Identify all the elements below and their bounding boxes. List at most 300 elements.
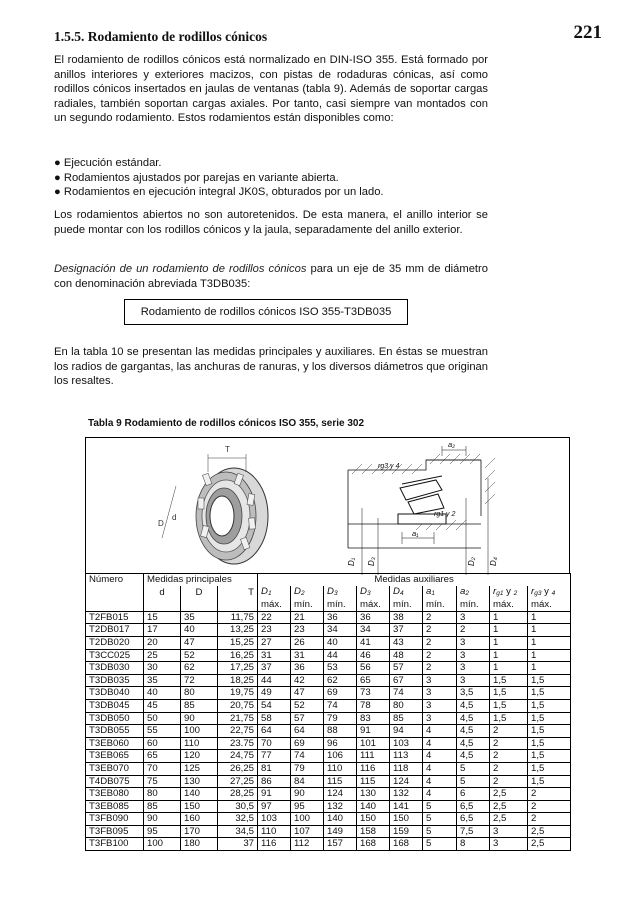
table-cell: 34 — [324, 624, 357, 637]
table-cell: 1 — [490, 624, 528, 637]
list-item: ● Ejecución estándar. — [54, 157, 162, 169]
table-cell: 74 — [390, 687, 423, 700]
table-cell: 1 — [490, 649, 528, 662]
table-cell: 1,5 — [528, 737, 571, 750]
table-cell: 4,5 — [457, 737, 490, 750]
table-cell: 90 — [181, 712, 218, 725]
table-cell: 4,5 — [457, 725, 490, 738]
table-cell: 56 — [357, 662, 390, 675]
column-qualifier — [218, 599, 258, 611]
table-cell: 64 — [291, 725, 324, 738]
table-cell: 36 — [324, 611, 357, 624]
table-cell: 72 — [181, 674, 218, 687]
table-cell: 21,75 — [218, 712, 258, 725]
table-cell: 3 — [457, 611, 490, 624]
table-cell: 157 — [324, 838, 357, 851]
table-cell: 60 — [144, 737, 181, 750]
column-qualifier — [144, 599, 181, 611]
header-row-groups — [86, 574, 571, 586]
table-cell: 11,75 — [218, 611, 258, 624]
table-cell: 80 — [144, 788, 181, 801]
table-row — [86, 636, 571, 649]
table-cell: 3 — [490, 825, 528, 838]
table-cell: 22 — [258, 611, 291, 624]
table-cell: 13,25 — [218, 624, 258, 637]
table-cell: 125 — [181, 762, 218, 775]
table-row — [86, 699, 571, 712]
table-cell: 180 — [181, 838, 218, 851]
table-cell: 26 — [291, 636, 324, 649]
bearing-number: T3EB060 — [86, 737, 144, 750]
table-cell: 83 — [357, 712, 390, 725]
table-cell: 3 — [457, 674, 490, 687]
table-cell: 16,25 — [218, 649, 258, 662]
table-cell: 1 — [528, 636, 571, 649]
header-cell — [86, 599, 144, 611]
column-symbol: d — [144, 586, 181, 600]
table-cell: 35 — [181, 611, 218, 624]
table-cell: 106 — [324, 750, 357, 763]
table-cell: 140 — [357, 800, 390, 813]
table-cell: 170 — [181, 825, 218, 838]
table-cell: 44 — [324, 649, 357, 662]
table-cell: 21 — [291, 611, 324, 624]
table-cell: 80 — [181, 687, 218, 700]
table-cell: 168 — [390, 838, 423, 851]
table-cell: 1 — [528, 624, 571, 637]
table-cell: 150 — [357, 813, 390, 826]
table-cell: 27 — [258, 636, 291, 649]
column-qualifier: mín. — [423, 599, 457, 611]
table-cell: 1 — [528, 611, 571, 624]
table-row — [86, 750, 571, 763]
table-cell: 69 — [291, 737, 324, 750]
table-cell: 112 — [291, 838, 324, 851]
table-cell: 27,25 — [218, 775, 258, 788]
section-title: 1.5.5. Rodamiento de rodillos cónicos — [54, 29, 268, 44]
column-symbol: $a_1$ — [423, 586, 457, 600]
table-cell: 149 — [324, 825, 357, 838]
table-cell: 2 — [457, 624, 490, 637]
table-cell: 1 — [490, 636, 528, 649]
table-cell: 120 — [181, 750, 218, 763]
table-cell: 88 — [324, 725, 357, 738]
table-cell: 37 — [218, 838, 258, 851]
table-intro-paragraph: En la tabla 10 se presentan las medidas principales y auxiliares. En éstas se muestran los radios de gargantas, las anchuras de ranuras, y los diversos diámetros que originan los resaltes. — [54, 346, 488, 388]
table-cell: 85 — [181, 699, 218, 712]
table-cell: 140 — [181, 788, 218, 801]
table-cell: 2 — [528, 800, 571, 813]
table-cell: 75 — [144, 775, 181, 788]
table-cell: 2 — [528, 788, 571, 801]
table-cell: 31 — [291, 649, 324, 662]
table-row — [86, 712, 571, 725]
bearing-number: T3DB050 — [86, 712, 144, 725]
table-cell: 20,75 — [218, 699, 258, 712]
table-cell: 4,5 — [457, 750, 490, 763]
table-cell: 43 — [390, 636, 423, 649]
table-row — [86, 611, 571, 624]
table-row — [86, 687, 571, 700]
table-cell: 80 — [390, 699, 423, 712]
table-cell: 3 — [490, 838, 528, 851]
table-cell: 81 — [258, 762, 291, 775]
bearing-number: T4DB075 — [86, 775, 144, 788]
column-qualifier: mín. — [324, 599, 357, 611]
table-cell: 1,5 — [490, 699, 528, 712]
table-cell: 140 — [324, 813, 357, 826]
table-cell: 3 — [423, 674, 457, 687]
header-numero: Número — [86, 574, 144, 586]
table-cell: 32,5 — [218, 813, 258, 826]
bearing-number: T3EB065 — [86, 750, 144, 763]
table-cell: 65 — [357, 674, 390, 687]
table-cell: 1,5 — [528, 762, 571, 775]
table-cell: 45 — [144, 699, 181, 712]
table-cell: 31 — [258, 649, 291, 662]
column-symbol: $D_3$ — [357, 586, 390, 600]
table-cell: 116 — [357, 762, 390, 775]
table-cell: 79 — [324, 712, 357, 725]
column-qualifier — [181, 599, 218, 611]
table-cell: 57 — [390, 662, 423, 675]
table-cell: 64 — [258, 725, 291, 738]
table-cell: 1,5 — [490, 674, 528, 687]
table-cell: 132 — [390, 788, 423, 801]
bearing-figure — [85, 437, 570, 574]
table-cell: 34 — [357, 624, 390, 637]
column-qualifier: mín. — [291, 599, 324, 611]
table-cell: 1,5 — [528, 775, 571, 788]
table-cell: 3 — [457, 636, 490, 649]
open-bearings-paragraph: Los rodamientos abiertos no son autoretenidos. De esta manera, el anillo interior se puede montar con los rodillos cónicos y la jaula, separadamente del anillo exterior. — [54, 209, 488, 236]
table-cell: 47 — [181, 636, 218, 649]
table-cell: 116 — [258, 838, 291, 851]
table-cell: 1 — [528, 662, 571, 675]
table-cell: 3 — [457, 662, 490, 675]
table-cell: 2 — [490, 750, 528, 763]
table-cell: 8 — [457, 838, 490, 851]
table-cell: 41 — [357, 636, 390, 649]
table-cell: 100 — [291, 813, 324, 826]
table-cell: 38 — [390, 611, 423, 624]
table-cell: 74 — [291, 750, 324, 763]
table-cell: 118 — [390, 762, 423, 775]
table-cell: 84 — [291, 775, 324, 788]
table-cell: 85 — [390, 712, 423, 725]
table-cell: 4 — [423, 775, 457, 788]
bearing-number: T3DB045 — [86, 699, 144, 712]
table-cell: 55 — [144, 725, 181, 738]
mounting-cross-section — [348, 446, 495, 575]
header-row-symbols — [86, 586, 571, 600]
label-a1: a₁ — [412, 529, 419, 538]
table-cell: 42 — [291, 674, 324, 687]
column-symbol: $D_4$ — [390, 586, 423, 600]
table-cell: 1,5 — [528, 750, 571, 763]
table-cell: 110 — [258, 825, 291, 838]
table-cell: 79 — [291, 762, 324, 775]
table-cell: 74 — [324, 699, 357, 712]
table-cell: 5 — [423, 838, 457, 851]
table-cell: 52 — [291, 699, 324, 712]
column-qualifier: mín. — [457, 599, 490, 611]
table-cell: 50 — [144, 712, 181, 725]
label-d: d — [172, 513, 177, 522]
table-cell: 103 — [390, 737, 423, 750]
table-cell: 3 — [423, 687, 457, 700]
table-cell: 130 — [357, 788, 390, 801]
bearing-number: T2FB015 — [86, 611, 144, 624]
table-cell: 48 — [390, 649, 423, 662]
intro-paragraph: El rodamiento de rodillos cónicos está normalizado en DIN-ISO 355. Está formado por anillos interiores y exteriores macizos, con pistas de rodaduras cónicas, así como rodillos cónicos insertados en jaulas de ventanas (tabla 9). Además de soportar cargas radiales, también soportan cargas axiales. Por tanto, casi siempre van montados con un segundo rodamiento. Estos rodamientos están disponibles como: — [54, 54, 488, 125]
bearing-number: T3EB070 — [86, 762, 144, 775]
table-cell: 6,5 — [457, 800, 490, 813]
table-cell: 115 — [357, 775, 390, 788]
label-D: D — [158, 519, 164, 528]
table-cell: 58 — [258, 712, 291, 725]
column-qualifier: máx. — [490, 599, 528, 611]
table-cell: 111 — [357, 750, 390, 763]
table-cell: 54 — [258, 699, 291, 712]
table-cell: 1,5 — [528, 687, 571, 700]
label-rg1y2: rg1 y 2 — [434, 511, 456, 518]
table-cell: 37 — [390, 624, 423, 637]
page-number: 221 — [573, 22, 602, 43]
table-cell: 141 — [390, 800, 423, 813]
table-cell: 26,25 — [218, 762, 258, 775]
table-row — [86, 674, 571, 687]
table-cell: 85 — [144, 800, 181, 813]
designation-emphasis: Designación de un rodamiento de rodillos cónicos — [54, 263, 307, 275]
table-cell: 2 — [423, 662, 457, 675]
table-cell: 65 — [144, 750, 181, 763]
table-cell: 2 — [490, 725, 528, 738]
table-cell: 1 — [528, 649, 571, 662]
table-cell: 2 — [423, 636, 457, 649]
table-cell: 46 — [357, 649, 390, 662]
table-cell: 15 — [144, 611, 181, 624]
column-symbol: D — [181, 586, 218, 600]
table-cell: 2,5 — [528, 838, 571, 851]
table-cell: 1,5 — [528, 699, 571, 712]
table-cell: 36 — [291, 662, 324, 675]
table-cell: 103 — [258, 813, 291, 826]
table-cell: 3 — [423, 712, 457, 725]
designation-paragraph — [54, 262, 488, 291]
label-D4: D₄ — [489, 557, 498, 566]
bearing-number: T3FB095 — [86, 825, 144, 838]
table-cell: 110 — [324, 762, 357, 775]
table-cell: 22,75 — [218, 725, 258, 738]
table-cell: 4 — [423, 788, 457, 801]
table-cell: 6 — [457, 788, 490, 801]
table-cell: 36 — [357, 611, 390, 624]
table-cell: 1,5 — [490, 687, 528, 700]
table-cell: 7,5 — [457, 825, 490, 838]
table-cell: 52 — [181, 649, 218, 662]
table-cell: 24,75 — [218, 750, 258, 763]
table-cell: 23 — [291, 624, 324, 637]
table-cell: 1,5 — [528, 674, 571, 687]
table-cell: 78 — [357, 699, 390, 712]
table-cell: 2 — [490, 737, 528, 750]
column-symbol: $D_1$ — [258, 586, 291, 600]
table-cell: 44 — [258, 674, 291, 687]
table-row — [86, 649, 571, 662]
table-cell: 91 — [258, 788, 291, 801]
table-row — [86, 762, 571, 775]
table-cell: 20 — [144, 636, 181, 649]
table-cell: 40 — [324, 636, 357, 649]
table-cell: 97 — [258, 800, 291, 813]
table-row — [86, 788, 571, 801]
bearing-number: T3DB055 — [86, 725, 144, 738]
label-D2: D₂ — [467, 557, 476, 566]
table-cell: 23 — [258, 624, 291, 637]
table-cell: 70 — [144, 762, 181, 775]
header-cell — [86, 586, 144, 600]
column-symbol: $a_2$ — [457, 586, 490, 600]
table-row — [86, 800, 571, 813]
table-row — [86, 725, 571, 738]
table-cell: 159 — [390, 825, 423, 838]
bullet-list — [54, 156, 488, 200]
bearing-number: T3EB085 — [86, 800, 144, 813]
table-cell: 3 — [457, 649, 490, 662]
column-qualifier: máx. — [258, 599, 291, 611]
table-cell: 40 — [181, 624, 218, 637]
table-row — [86, 813, 571, 826]
bearing-number: T3DB035 — [86, 674, 144, 687]
bearing-number: T3DB030 — [86, 662, 144, 675]
bearing-number: T3DB040 — [86, 687, 144, 700]
table-cell: 23.75 — [218, 737, 258, 750]
bearing-number: T2DB020 — [86, 636, 144, 649]
label-D1: D₁ — [347, 557, 356, 566]
table-cell: 37 — [258, 662, 291, 675]
table-cell: 107 — [291, 825, 324, 838]
header-row-qualifiers — [86, 599, 571, 611]
table-cell: 49 — [258, 687, 291, 700]
table-row — [86, 624, 571, 637]
table-cell: 62 — [181, 662, 218, 675]
table-cell: 67 — [390, 674, 423, 687]
column-symbol: $r_{g3}$ y $_4$ — [528, 586, 571, 600]
table-cell: 5 — [423, 813, 457, 826]
table-cell: 110 — [181, 737, 218, 750]
table-cell: 124 — [324, 788, 357, 801]
bearing-table — [85, 573, 571, 851]
table-cell: 5 — [457, 775, 490, 788]
table-cell: 34,5 — [218, 825, 258, 838]
table-cell: 91 — [357, 725, 390, 738]
table-cell: 30 — [144, 662, 181, 675]
table-cell: 53 — [324, 662, 357, 675]
table-cell: 40 — [144, 687, 181, 700]
table-cell: 3,5 — [457, 687, 490, 700]
table-cell: 15,25 — [218, 636, 258, 649]
table-cell: 86 — [258, 775, 291, 788]
table-body — [86, 574, 571, 851]
table-cell: 1,5 — [528, 725, 571, 738]
table-cell: 124 — [390, 775, 423, 788]
table-cell: 150 — [181, 800, 218, 813]
table-cell: 17,25 — [218, 662, 258, 675]
table-cell: 2,5 — [490, 788, 528, 801]
header-principales: Medidas principales — [144, 574, 258, 586]
column-qualifier: mín. — [390, 599, 423, 611]
column-symbol: $D_2$ — [291, 586, 324, 600]
table-cell: 130 — [181, 775, 218, 788]
table-cell: 160 — [181, 813, 218, 826]
bearing-number: T3FB100 — [86, 838, 144, 851]
table-cell: 96 — [324, 737, 357, 750]
table-cell: 2 — [423, 649, 457, 662]
table-cell: 5 — [457, 762, 490, 775]
table-cell: 2 — [528, 813, 571, 826]
table-cell: 25 — [144, 649, 181, 662]
label-rg3y4: rg3 y 4 — [378, 463, 400, 470]
label-a2: a₂ — [448, 440, 456, 449]
designation-box: Rodamiento de rodillos cónicos ISO 355-T3DB035 — [124, 299, 408, 325]
table-cell: 100 — [181, 725, 218, 738]
table-cell: 90 — [144, 813, 181, 826]
table-cell: 94 — [390, 725, 423, 738]
column-symbol: $r_{g1}$ y $_2$ — [490, 586, 528, 600]
label-D3: D₃ — [367, 557, 376, 566]
table-cell: 1,5 — [528, 712, 571, 725]
table-caption: Tabla 9 Rodamiento de rodillos cónicos ISO 355, serie 302 — [88, 418, 365, 429]
table-cell: 69 — [324, 687, 357, 700]
table-cell: 17 — [144, 624, 181, 637]
table-cell: 2 — [423, 624, 457, 637]
table-cell: 5 — [423, 825, 457, 838]
designation-paragraph-rest: para un eje de 35 mm de diámetro con denominación abreviada T3DB035: — [54, 263, 488, 290]
bearing-number: T3CC025 — [86, 649, 144, 662]
table-cell: 2,5 — [528, 825, 571, 838]
table-cell: 4,5 — [457, 712, 490, 725]
table-cell: 30,5 — [218, 800, 258, 813]
table-row — [86, 825, 571, 838]
bearing-drawing — [86, 438, 571, 575]
column-qualifier: máx. — [528, 599, 571, 611]
table-cell: 1 — [490, 662, 528, 675]
bearing-number: T3FB090 — [86, 813, 144, 826]
table-cell: 95 — [291, 800, 324, 813]
table-cell: 47 — [291, 687, 324, 700]
table-row — [86, 662, 571, 675]
table-cell: 4,5 — [457, 699, 490, 712]
table-cell: 132 — [324, 800, 357, 813]
label-T: T — [225, 445, 230, 454]
table-cell: 28,25 — [218, 788, 258, 801]
bearing-number: T2DB017 — [86, 624, 144, 637]
table-cell: 4 — [423, 750, 457, 763]
table-row — [86, 838, 571, 851]
table-cell: 2 — [490, 762, 528, 775]
header-auxiliares: Medidas auxiliares — [258, 574, 571, 586]
table-cell: 4 — [423, 737, 457, 750]
table-cell: 62 — [324, 674, 357, 687]
table-cell: 2 — [423, 611, 457, 624]
table-cell: 77 — [258, 750, 291, 763]
bearing-number: T3EB080 — [86, 788, 144, 801]
table-cell: 101 — [357, 737, 390, 750]
table-cell: 2,5 — [490, 813, 528, 826]
table-cell: 19,75 — [218, 687, 258, 700]
table-cell: 5 — [423, 800, 457, 813]
